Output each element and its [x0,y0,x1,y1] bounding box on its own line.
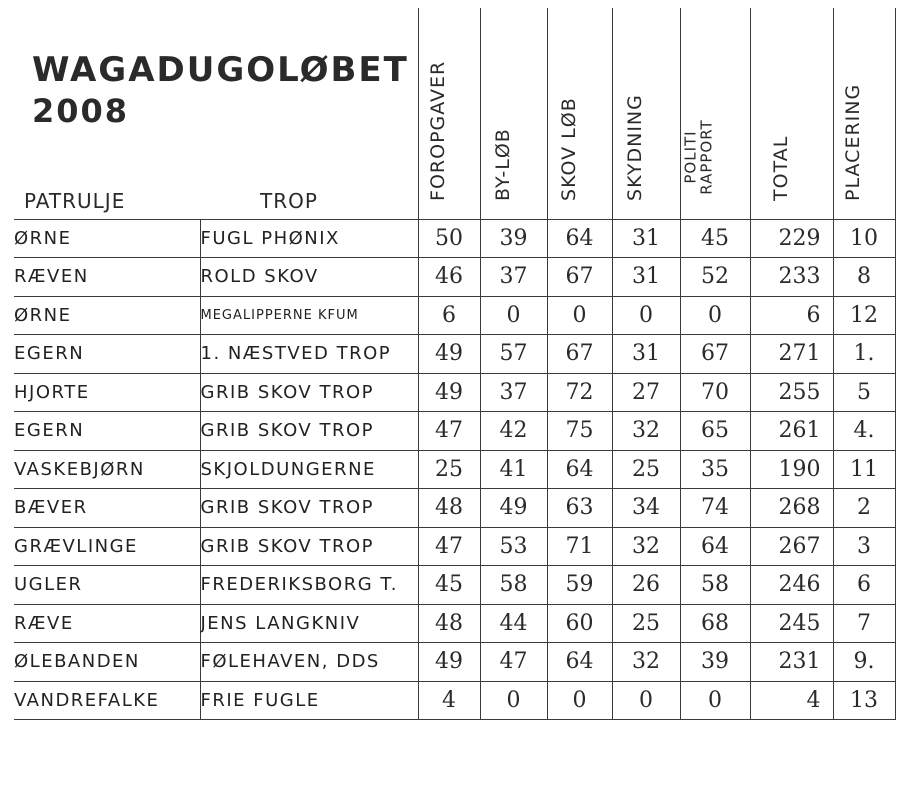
header-skovlob [547,8,612,219]
cell-politi-rapport: 74 [680,489,750,528]
cell-placering: 8 [833,258,895,297]
cell-patrulje: GRÆVLINGE [14,527,200,566]
cell-foropgaver: 46 [418,258,480,297]
cell-total: 190 [750,450,833,489]
cell-skydning: 27 [612,373,680,412]
cell-politi-rapport: 67 [680,335,750,374]
cell-politi-rapport: 70 [680,373,750,412]
table-body [14,219,895,720]
cell-foropgaver: 45 [418,566,480,605]
cell-foropgaver: 48 [418,489,480,528]
cell-trop: FRIE FUGLE [200,681,418,720]
cell-politi-rapport: 0 [680,681,750,720]
cell-politi-rapport: 68 [680,604,750,643]
header-politi-rapport-label [681,119,716,195]
cell-total: 229 [750,219,833,258]
cell-skovlob: 0 [547,296,612,335]
cell-foropgaver: 48 [418,604,480,643]
table-row [14,450,895,489]
page-title: WAGADUGOLØBET [32,50,409,90]
cell-skovlob: 67 [547,335,612,374]
cell-skydning: 32 [612,412,680,451]
cell-patrulje: VASKEBJØRN [14,450,200,489]
header-total [750,8,833,219]
table-row [14,489,895,528]
cell-politi-rapport: 39 [680,643,750,682]
cell-foropgaver: 25 [418,450,480,489]
cell-trop: 1. NÆSTVED TROP [200,335,418,374]
cell-bylob: 49 [480,489,547,528]
cell-placering: 12 [833,296,895,335]
cell-trop: FREDERIKSBORG T. [200,566,418,605]
cell-politi-rapport: 65 [680,412,750,451]
table-row [14,643,895,682]
cell-politi-rapport: 45 [680,219,750,258]
cell-foropgaver: 50 [418,219,480,258]
cell-total: 231 [750,643,833,682]
cell-trop: ROLD SKOV [200,258,418,297]
cell-patrulje: RÆVE [14,604,200,643]
cell-patrulje: VANDREFALKE [14,681,200,720]
header-total-label: TOTAL [769,135,792,201]
cell-patrulje: ØRNE [14,219,200,258]
cell-total: 261 [750,412,833,451]
table-row [14,373,895,412]
cell-skydning: 32 [612,643,680,682]
cell-bylob: 41 [480,450,547,489]
cell-skydning: 34 [612,489,680,528]
cell-foropgaver: 47 [418,412,480,451]
cell-trop: FUGL PHØNIX [200,219,418,258]
cell-placering: 10 [833,219,895,258]
cell-bylob: 47 [480,643,547,682]
header-placering [833,8,895,219]
cell-skydning: 31 [612,335,680,374]
cell-skovlob: 59 [547,566,612,605]
cell-placering: 6 [833,566,895,605]
cell-total: 267 [750,527,833,566]
cell-skovlob: 72 [547,373,612,412]
cell-patrulje: BÆVER [14,489,200,528]
header-foropgaver-label: FOROPGAVER [427,60,450,201]
cell-placering: 13 [833,681,895,720]
header-bylob [480,8,547,219]
table-row [14,258,895,297]
cell-bylob: 37 [480,258,547,297]
cell-bylob: 42 [480,412,547,451]
cell-skydning: 25 [612,604,680,643]
cell-foropgaver: 49 [418,643,480,682]
results-table [14,8,896,720]
cell-politi-rapport: 52 [680,258,750,297]
cell-skovlob: 64 [547,643,612,682]
table-row [14,681,895,720]
cell-bylob: 44 [480,604,547,643]
cell-total: 268 [750,489,833,528]
cell-politi-rapport: 0 [680,296,750,335]
cell-total: 255 [750,373,833,412]
cell-patrulje: EGERN [14,412,200,451]
cell-skydning: 0 [612,296,680,335]
cell-skovlob: 0 [547,681,612,720]
cell-placering: 1. [833,335,895,374]
cell-total: 4 [750,681,833,720]
cell-skovlob: 75 [547,412,612,451]
cell-skydning: 25 [612,450,680,489]
table-row [14,296,895,335]
cell-politi-rapport: 64 [680,527,750,566]
cell-trop: SKJOLDUNGERNE [200,450,418,489]
header-patrulje-label: PATRULJE [24,188,126,213]
table-row [14,566,895,605]
header-row [14,8,895,219]
cell-skovlob: 67 [547,258,612,297]
cell-placering: 9. [833,643,895,682]
header-skydning [612,8,680,219]
cell-total: 271 [750,335,833,374]
header-politi-line: POLITI [681,130,700,184]
header-placering-label: PLACERING [842,83,865,201]
table-row [14,412,895,451]
header-foropgaver [418,8,480,219]
header-skovlob-label: SKOV LØB [557,96,580,201]
table-row [14,219,895,258]
cell-placering: 4. [833,412,895,451]
cell-bylob: 37 [480,373,547,412]
cell-skydning: 31 [612,219,680,258]
header-rapport-line: RAPPORT [697,119,716,195]
cell-bylob: 39 [480,219,547,258]
cell-foropgaver: 6 [418,296,480,335]
cell-skydning: 26 [612,566,680,605]
cell-trop: GRIB SKOV TROP [200,412,418,451]
cell-trop: GRIB SKOV TROP [200,527,418,566]
cell-bylob: 58 [480,566,547,605]
cell-skovlob: 63 [547,489,612,528]
header-skydning-label: SKYDNING [624,93,647,201]
table-row [14,604,895,643]
cell-bylob: 53 [480,527,547,566]
cell-foropgaver: 47 [418,527,480,566]
cell-bylob: 57 [480,335,547,374]
header-trop-label: TROP [260,188,318,213]
cell-placering: 7 [833,604,895,643]
table-row [14,527,895,566]
cell-foropgaver: 4 [418,681,480,720]
cell-politi-rapport: 58 [680,566,750,605]
cell-trop: GRIB SKOV TROP [200,373,418,412]
cell-trop: FØLEHAVEN, DDS [200,643,418,682]
cell-total: 6 [750,296,833,335]
cell-skydning: 0 [612,681,680,720]
cell-skydning: 32 [612,527,680,566]
cell-trop: GRIB SKOV TROP [200,489,418,528]
cell-foropgaver: 49 [418,335,480,374]
cell-skovlob: 71 [547,527,612,566]
header-politi-rapport [680,8,750,219]
cell-patrulje: EGERN [14,335,200,374]
cell-bylob: 0 [480,296,547,335]
cell-placering: 2 [833,489,895,528]
cell-politi-rapport: 35 [680,450,750,489]
header-bylob-label: BY-LØB [491,127,514,201]
header-patrulje [14,8,200,219]
cell-patrulje: HJORTE [14,373,200,412]
cell-patrulje: ØRNE [14,296,200,335]
cell-skovlob: 64 [547,450,612,489]
cell-skovlob: 60 [547,604,612,643]
cell-skovlob: 64 [547,219,612,258]
cell-skydning: 31 [612,258,680,297]
cell-trop: MEGALIPPERNE KFUM [200,296,418,335]
cell-total: 245 [750,604,833,643]
cell-patrulje: RÆVEN [14,258,200,297]
header-trop [200,8,418,219]
cell-patrulje: ØLEBANDEN [14,643,200,682]
cell-placering: 11 [833,450,895,489]
cell-placering: 5 [833,373,895,412]
cell-placering: 3 [833,527,895,566]
cell-trop: JENS LANGKNIV [200,604,418,643]
cell-total: 246 [750,566,833,605]
table-row [14,335,895,374]
cell-patrulje: UGLER [14,566,200,605]
cell-total: 233 [750,258,833,297]
cell-bylob: 0 [480,681,547,720]
page-subtitle-year: 2008 [32,92,130,130]
cell-foropgaver: 49 [418,373,480,412]
